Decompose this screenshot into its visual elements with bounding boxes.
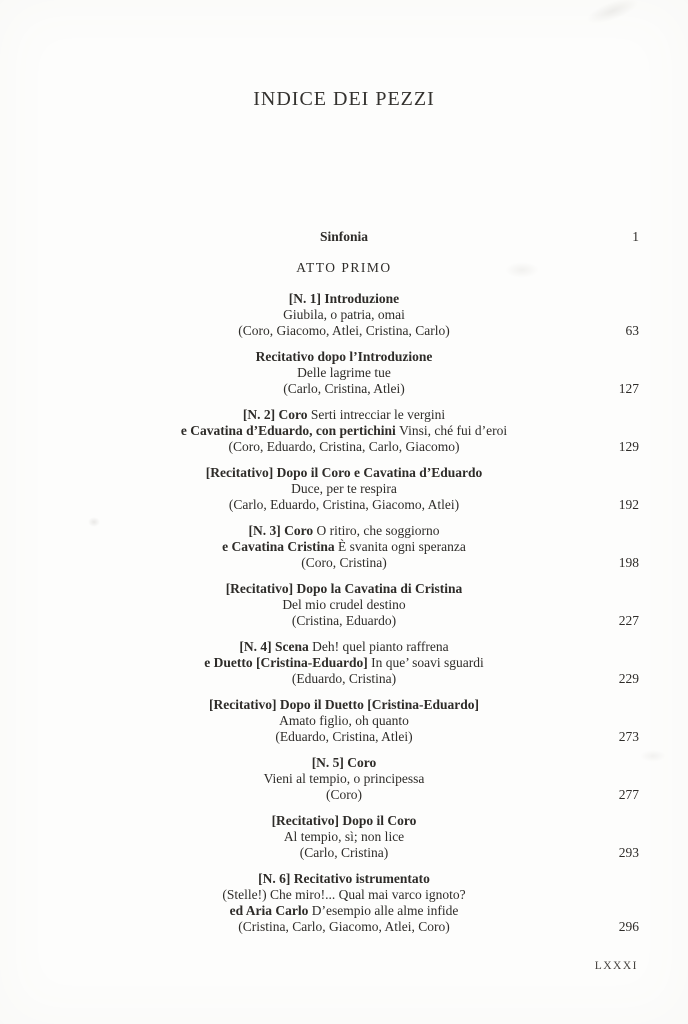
toc-entry-line — [49, 613, 639, 629]
piece-detail-text: Duce, per te respira — [291, 481, 397, 496]
piece-title-text: [N. 2] Coro — [242, 407, 311, 422]
toc-entry-line — [49, 555, 639, 571]
page-ref-number: 227 — [618, 613, 639, 628]
toc-entry-line — [49, 439, 639, 455]
toc-entry-line — [49, 349, 639, 365]
toc-entry-line — [49, 229, 639, 245]
page-ref-number: 296 — [618, 919, 639, 934]
piece-detail-text: Giubila, o patria, omai — [283, 307, 405, 322]
page-title: INDICE DEI PEZZI — [253, 88, 435, 110]
piece-title-text: [N. 1] Introduzione — [288, 291, 400, 306]
toc-entry — [0, 697, 688, 745]
piece-title-text: e Cavatina Cristina — [222, 539, 339, 554]
piece-title-text: Sinfonia — [319, 229, 369, 244]
toc-entry-line — [49, 671, 639, 687]
piece-detail-text: (Coro, Cristina) — [301, 555, 387, 570]
piece-detail-text: (Eduardo, Cristina) — [291, 671, 397, 686]
toc-entry-line — [49, 597, 639, 613]
act-heading: ATTO PRIMO — [296, 260, 392, 275]
toc-entry — [0, 813, 688, 861]
piece-detail-text: (Carlo, Cristina, Atlei) — [283, 381, 405, 396]
toc-entry-line — [49, 307, 639, 323]
toc-entry-line — [49, 323, 639, 339]
piece-detail-text: Vinsi, ché fui d’eroi — [399, 423, 508, 438]
toc-entry — [0, 291, 688, 339]
toc-entry-line — [49, 539, 639, 555]
toc-entry — [0, 349, 688, 397]
toc-entry-line — [49, 771, 639, 787]
toc-entry — [0, 755, 688, 803]
toc-entry-line — [49, 497, 639, 513]
piece-detail-text: Al tempio, sì; non lice — [283, 829, 405, 844]
piece-detail-text: Delle lagrime tue — [297, 365, 391, 380]
piece-detail-text: (Cristina, Eduardo) — [291, 613, 397, 628]
toc-entry-line — [49, 813, 639, 829]
piece-detail-text: (Coro, Eduardo, Cristina, Carlo, Giacomo) — [228, 439, 460, 454]
toc-entry-line — [49, 365, 639, 381]
toc-entry-line — [49, 423, 639, 439]
piece-title-text: Recitativo dopo l’Introduzione — [255, 349, 433, 364]
piece-title-text: [N. 5] Coro — [311, 755, 377, 770]
toc-entry-line — [49, 291, 639, 307]
toc-entry-line — [49, 407, 639, 423]
toc-entry — [0, 581, 688, 629]
toc-entry-line — [49, 581, 639, 597]
toc-entry — [0, 407, 688, 455]
toc-entry-line — [49, 755, 639, 771]
scan-smudge — [584, 0, 642, 29]
toc-entry — [0, 523, 688, 571]
piece-detail-text: (Carlo, Cristina) — [299, 845, 389, 860]
toc-entry-line — [49, 887, 639, 903]
piece-detail-text: (Coro) — [326, 787, 362, 802]
toc-entry-line — [49, 697, 639, 713]
page-ref-number: 129 — [618, 439, 639, 454]
piece-title-text: e Duetto [Cristina-Eduardo] — [204, 655, 372, 670]
piece-title-text: [N. 4] Scena — [239, 639, 313, 654]
page-ref-number: 273 — [618, 729, 639, 744]
page-ref-number: 192 — [618, 497, 639, 512]
page-ref-number: 198 — [618, 555, 639, 570]
page-ref-number: 63 — [625, 323, 639, 338]
toc-entry-line — [49, 829, 639, 845]
folio-page-number: LXXXI — [594, 960, 638, 972]
piece-detail-text: (Stelle!) Che miro!... Qual mai varco ignoto? — [222, 887, 466, 902]
piece-detail-text: (Eduardo, Cristina, Atlei) — [275, 729, 413, 744]
toc-list — [0, 229, 688, 945]
toc-entry-line — [49, 655, 639, 671]
piece-title-text: [Recitativo] Dopo il Coro — [271, 813, 417, 828]
piece-detail-text: (Carlo, Eduardo, Cristina, Giacomo, Atlei) — [228, 497, 460, 512]
piece-detail-text: O ritiro, che soggiorno — [316, 523, 440, 538]
piece-detail-text: Vieni al tempio, o principessa — [263, 771, 425, 786]
piece-detail-text: Del mio crudel destino — [282, 597, 406, 612]
page-ref-number: 229 — [618, 671, 639, 686]
toc-entry-line — [49, 465, 639, 481]
piece-title-text: [Recitativo] Dopo il Duetto [Cristina-Eduardo] — [209, 697, 479, 712]
toc-entry-line — [49, 639, 639, 655]
toc-entry-line — [49, 845, 639, 861]
toc-entry-line — [49, 787, 639, 803]
page-ref-number: 1 — [632, 229, 639, 244]
piece-title-text: ed Aria Carlo — [229, 903, 312, 918]
piece-title-text: [N. 6] Recitativo istrumentato — [258, 871, 430, 886]
piece-detail-text: Serti intrecciar le vergini — [310, 407, 446, 422]
page-ref-number: 293 — [618, 845, 639, 860]
toc-entry — [0, 229, 688, 245]
toc-entry-line — [49, 919, 639, 935]
piece-detail-text: D’esempio alle alme infide — [311, 903, 459, 918]
piece-title-text: e Cavatina d’Eduardo, con pertichini — [180, 423, 400, 438]
piece-detail-text: Amato figlio, oh quanto — [279, 713, 409, 728]
toc-entry-line — [49, 871, 639, 887]
piece-detail-text: In que’ soavi sguardi — [371, 655, 484, 670]
toc-entry — [0, 871, 688, 935]
toc-entry-line — [49, 481, 639, 497]
toc-entry-line — [49, 381, 639, 397]
piece-title-text: [Recitativo] Dopo il Coro e Cavatina d’Eduardo — [205, 465, 483, 480]
piece-detail-text: Deh! quel pianto raffrena — [312, 639, 449, 654]
piece-detail-text: È svanita ogni speranza — [338, 539, 466, 554]
toc-entry-line — [49, 729, 639, 745]
piece-title-text: [Recitativo] Dopo la Cavatina di Cristina — [225, 581, 463, 596]
toc-entry — [0, 639, 688, 687]
toc-entry-line — [49, 903, 639, 919]
toc-entry-line — [49, 523, 639, 539]
piece-detail-text: (Coro, Giacomo, Atlei, Cristina, Carlo) — [238, 323, 450, 338]
toc-entry-line — [49, 713, 639, 729]
toc-entry — [0, 465, 688, 513]
piece-detail-text: (Cristina, Carlo, Giacomo, Atlei, Coro) — [238, 919, 450, 934]
page-ref-number: 277 — [618, 787, 639, 802]
piece-title-text: [N. 3] Coro — [248, 523, 317, 538]
page-ref-number: 127 — [618, 381, 639, 396]
